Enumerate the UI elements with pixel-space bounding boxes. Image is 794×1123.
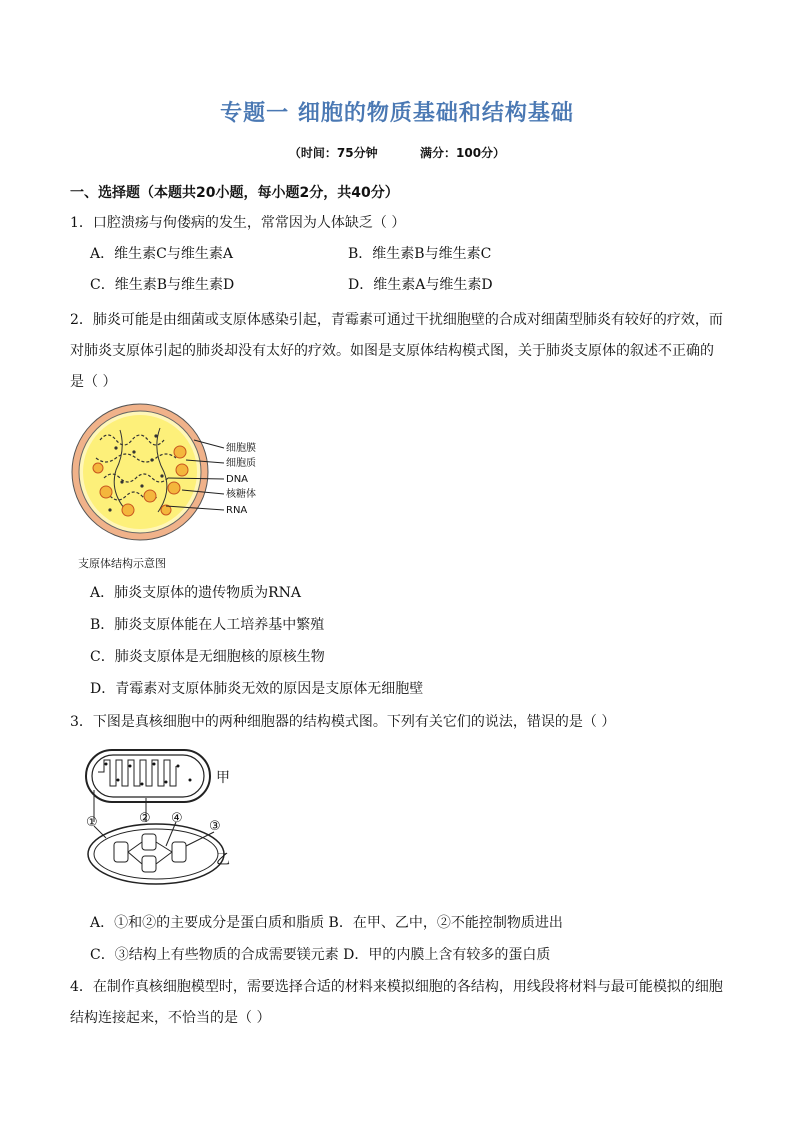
mycoplasma-figure bbox=[70, 400, 290, 550]
exam-time: （时间：75分钟 bbox=[288, 146, 378, 160]
q2-option-a: A．肺炎支原体的遗传物质为RNA bbox=[90, 585, 302, 601]
label-num-3: ③ bbox=[209, 819, 221, 834]
label-cytoplasm: 细胞质 bbox=[226, 458, 256, 469]
q3-options-cd: C．③结构上有些物质的合成需要镁元素 D．甲的内膜上含有较多的蛋白质 bbox=[90, 947, 551, 963]
q2-option-c: C．肺炎支原体是无细胞核的原核生物 bbox=[90, 649, 325, 665]
q3-stem: 3．下图是真核细胞中的两种细胞器的结构模式图。下列有关它们的说法，错误的是（ ） bbox=[70, 714, 616, 730]
q1-option-b: B．维生素B与维生素C bbox=[348, 246, 492, 262]
exam-score: 满分：100分） bbox=[420, 146, 506, 160]
label-num-1: ① bbox=[86, 815, 98, 830]
page-title: 专题一 细胞的物质基础和结构基础 bbox=[220, 101, 574, 126]
figure-caption: 支原体结构示意图 bbox=[78, 557, 166, 570]
label-cell-membrane: 细胞膜 bbox=[226, 443, 256, 454]
q4-stem-line2: 结构连接起来，不恰当的是（ ） bbox=[70, 1010, 271, 1026]
label-yi: 乙 bbox=[216, 852, 230, 868]
q4-stem-line1: 4．在制作真核细胞模型时，需要选择合适的材料来模拟细胞的各结构，用线段将材料与最可能模拟的细胞 bbox=[70, 979, 723, 995]
label-num-4: ④ bbox=[171, 811, 183, 826]
q1-option-c: C．维生素B与维生素D bbox=[90, 277, 235, 293]
q1-stem: 1．口腔溃疡与佝偻病的发生，常常因为人体缺乏（ ） bbox=[70, 215, 406, 231]
label-dna: DNA bbox=[226, 474, 249, 485]
organelle-figure bbox=[76, 742, 246, 892]
q2-stem-line2: 对肺炎支原体引起的肺炎却没有太好的疗效。如图是支原体结构模式图，关于肺炎支原体的叙述不正确的 bbox=[70, 343, 714, 359]
q1-option-d: D．维生素A与维生素D bbox=[348, 277, 493, 293]
label-num-2: ② bbox=[139, 811, 151, 826]
q2-option-b: B．肺炎支原体能在人工培养基中繁殖 bbox=[90, 617, 325, 633]
q2-stem-line3: 是（ ） bbox=[70, 374, 117, 390]
label-jia: 甲 bbox=[216, 770, 230, 786]
label-ribosome: 核糖体 bbox=[226, 489, 256, 500]
exam-info bbox=[0, 144, 794, 161]
q3-options-ab: A．①和②的主要成分是蛋白质和脂质 B．在甲、乙中，②不能控制物质进出 bbox=[90, 915, 563, 931]
section-heading: 一、选择题（本题共20小题，每小题2分，共40分） bbox=[70, 185, 399, 201]
q1-option-a: A．维生素C与维生素A bbox=[90, 246, 233, 262]
q2-stem-line1: 2．肺炎可能是由细菌或支原体感染引起，青霉素可通过干扰细胞壁的合成对细菌型肺炎有较好的疗效，而 bbox=[70, 312, 723, 328]
q2-option-d: D．青霉素对支原体肺炎无效的原因是支原体无细胞壁 bbox=[90, 681, 424, 697]
label-rna: RNA bbox=[226, 505, 248, 516]
